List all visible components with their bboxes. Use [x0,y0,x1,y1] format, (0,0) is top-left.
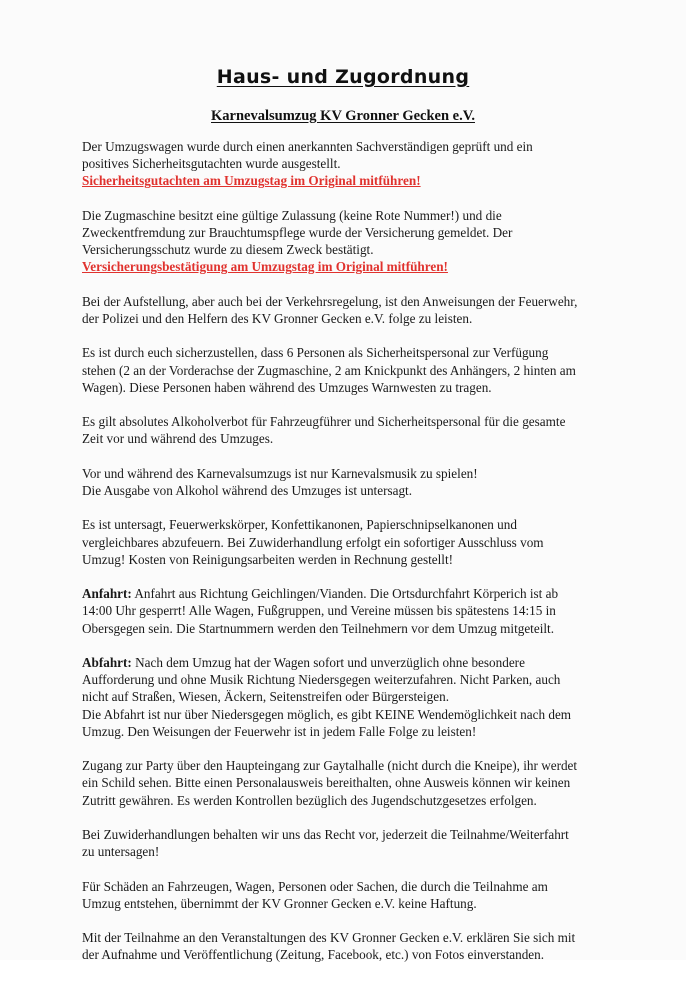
paragraph-line-text: Nach dem Umzug hat der Wagen sofort und unverzüglich ohne besondere [131,654,525,670]
paragraph-line: Umzug entstehen, übernimmt der KV Gronner Gecken e.V. keine Haftung. [82,895,477,911]
paragraph-line [82,654,608,671]
paragraph-line: Bei der Aufstellung, aber auch bei der Verkehrsregelung, ist den Anweisungen der Feuerwehr, [82,293,578,309]
paragraph [82,516,608,568]
paragraph-line: der Aufnahme und Veröffentlichung (Zeitung, Facebook, etc.) von Fotos einverstanden. [82,947,545,963]
document-body [82,138,608,981]
document-subtitle: Karnevalsumzug KV Gronner Gecken e.V. [211,108,475,124]
paragraph-line: Zweckentfremdung zur Brauchtumspflege wurde der Versicherung gemeldet. Der [82,225,513,240]
paragraph-line: Aufforderung und ohne Musik Richtung Niedersgegen weiterzufahren. Nicht Parken, auch [82,672,561,688]
paragraph-line: Versicherungsschutz wurde zu diesem Zweck bestätigt. [82,242,374,258]
paragraph [82,757,608,809]
paragraph-line: Die Ausgabe von Alkohol während des Umzuges ist untersagt. [82,482,412,498]
paragraph-line: Zutritt gewähren. Es werden Kontrollen bezüglich des Jugendschutzgesetzes erfolgen. [82,792,537,808]
paragraph-lead-label: Abfahrt: [82,654,132,670]
paragraph-line: Bei Zuwiderhandlungen behalten wir uns das Recht vor, jederzeit die Teilnahme/Weiterfahrt [82,826,569,842]
paragraph-line: Es gilt absolutes Alkoholverbot für Fahrzeugführer und Sicherheitspersonal für die gesamte [82,414,566,430]
paragraph-line: Obersgegen sein. Die Startnummern werden den Teilnehmern vor dem Umzug mitgeteilt. [82,620,554,636]
document-title: Haus- und Zugordnung [216,66,470,88]
paragraph [82,138,608,190]
paragraph-line: Mit der Teilnahme an den Veranstaltungen des KV Gronner Gecken e.V. erklären Sie sich mit [82,930,576,946]
paragraph-line: Die Zugmaschine besitzt eine gültige Zulassung (keine Rote Nummer!) und die [82,207,502,223]
paragraph [82,585,608,637]
paragraph-line: Zugang zur Party über den Haupteingang zur Gaytalhalle (nicht durch die Kneipe), ihr werdet [82,758,578,774]
paragraph-line: Für Schäden an Fahrzeugen, Wagen, Personen oder Sachen, die durch die Teilnahme am [82,878,548,894]
paragraph-line: ein Schild sehen. Bitte einen Personalausweis bereithalten, ohne Ausweis können wir keinen [82,775,571,791]
paragraph-line: Die Abfahrt ist nur über Niedersgegen möglich, es gibt KEINE Wendemöglichkeit nach dem [82,706,572,722]
paragraph-line: Vor und während des Karnevalsumzugs ist nur Karnevalsmusik zu spielen! [82,465,478,481]
paragraph-line-text: Anfahrt aus Richtung Geichlingen/Vianden. Die Ortsdurchfahrt Körperich ist ab [131,586,559,602]
paragraph [82,654,608,740]
paragraph-line: Zeit vor und während des Umzuges. [82,431,274,447]
paragraph [82,207,608,276]
paragraph-line: Umzug! Kosten von Reinigungsarbeiten werden in Rechnung gestellt! [82,551,453,567]
paragraph-line: vergleichbares abzufeuern. Bei Zuwiderhandlung erfolgt ein sofortiger Ausschluss vom [82,534,544,550]
red-notice: Versicherungsbestätigung am Umzugstag im Original mitführen! [82,259,448,275]
paragraph-line: positives Sicherheitsgutachten wurde ausgestellt. [82,156,341,172]
paragraph [82,826,608,860]
paragraph-line [82,585,608,602]
paragraph-line: zu untersagen! [82,844,160,860]
paragraph-line: Es ist durch euch sicherzustellen, dass 6 Personen als Sicherheitspersonal zur Verfügung [82,345,549,361]
paragraph [82,293,608,327]
paragraph [82,344,608,396]
paragraph-line: 14:00 Uhr gesperrt! Alle Wagen, Fußgruppen, und Vereine müssen bis spätestens 14:15 in [82,603,556,619]
paragraph [82,413,608,447]
paragraph-line: Es ist untersagt, Feuerwerkskörper, Konfettikanonen, Papierschnipselkanonen und [82,517,517,533]
paragraph-line: stehen (2 an der Vorderachse der Zugmaschine, 2 am Knickpunkt des Anhängers, 2 hinten am [82,362,576,378]
paragraph-line: Der Umzugswagen wurde durch einen anerkannten Sachverständigen geprüft und ein [82,139,533,154]
paragraph-lead-label: Anfahrt: [82,586,132,602]
red-notice: Sicherheitsgutachten am Umzugstag im Original mitführen! [82,173,421,189]
paragraph-line: der Polizei und den Helfern des KV Gronner Gecken e.V. folge zu leisten. [82,311,473,326]
paragraph [82,929,608,963]
paragraph-line: Umzug. Den Weisungen der Feuerwehr ist in jedem Falle Folge zu leisten! [82,723,477,739]
paragraph-line: Wagen). Diese Personen haben während des Umzuges Warnwesten zu tragen. [82,379,492,395]
paragraph [82,465,608,499]
paragraph [82,878,608,912]
paragraph-line: nicht auf Straßen, Wiesen, Äckern, Seitenstreifen oder Bürgersteigen. [82,689,450,705]
